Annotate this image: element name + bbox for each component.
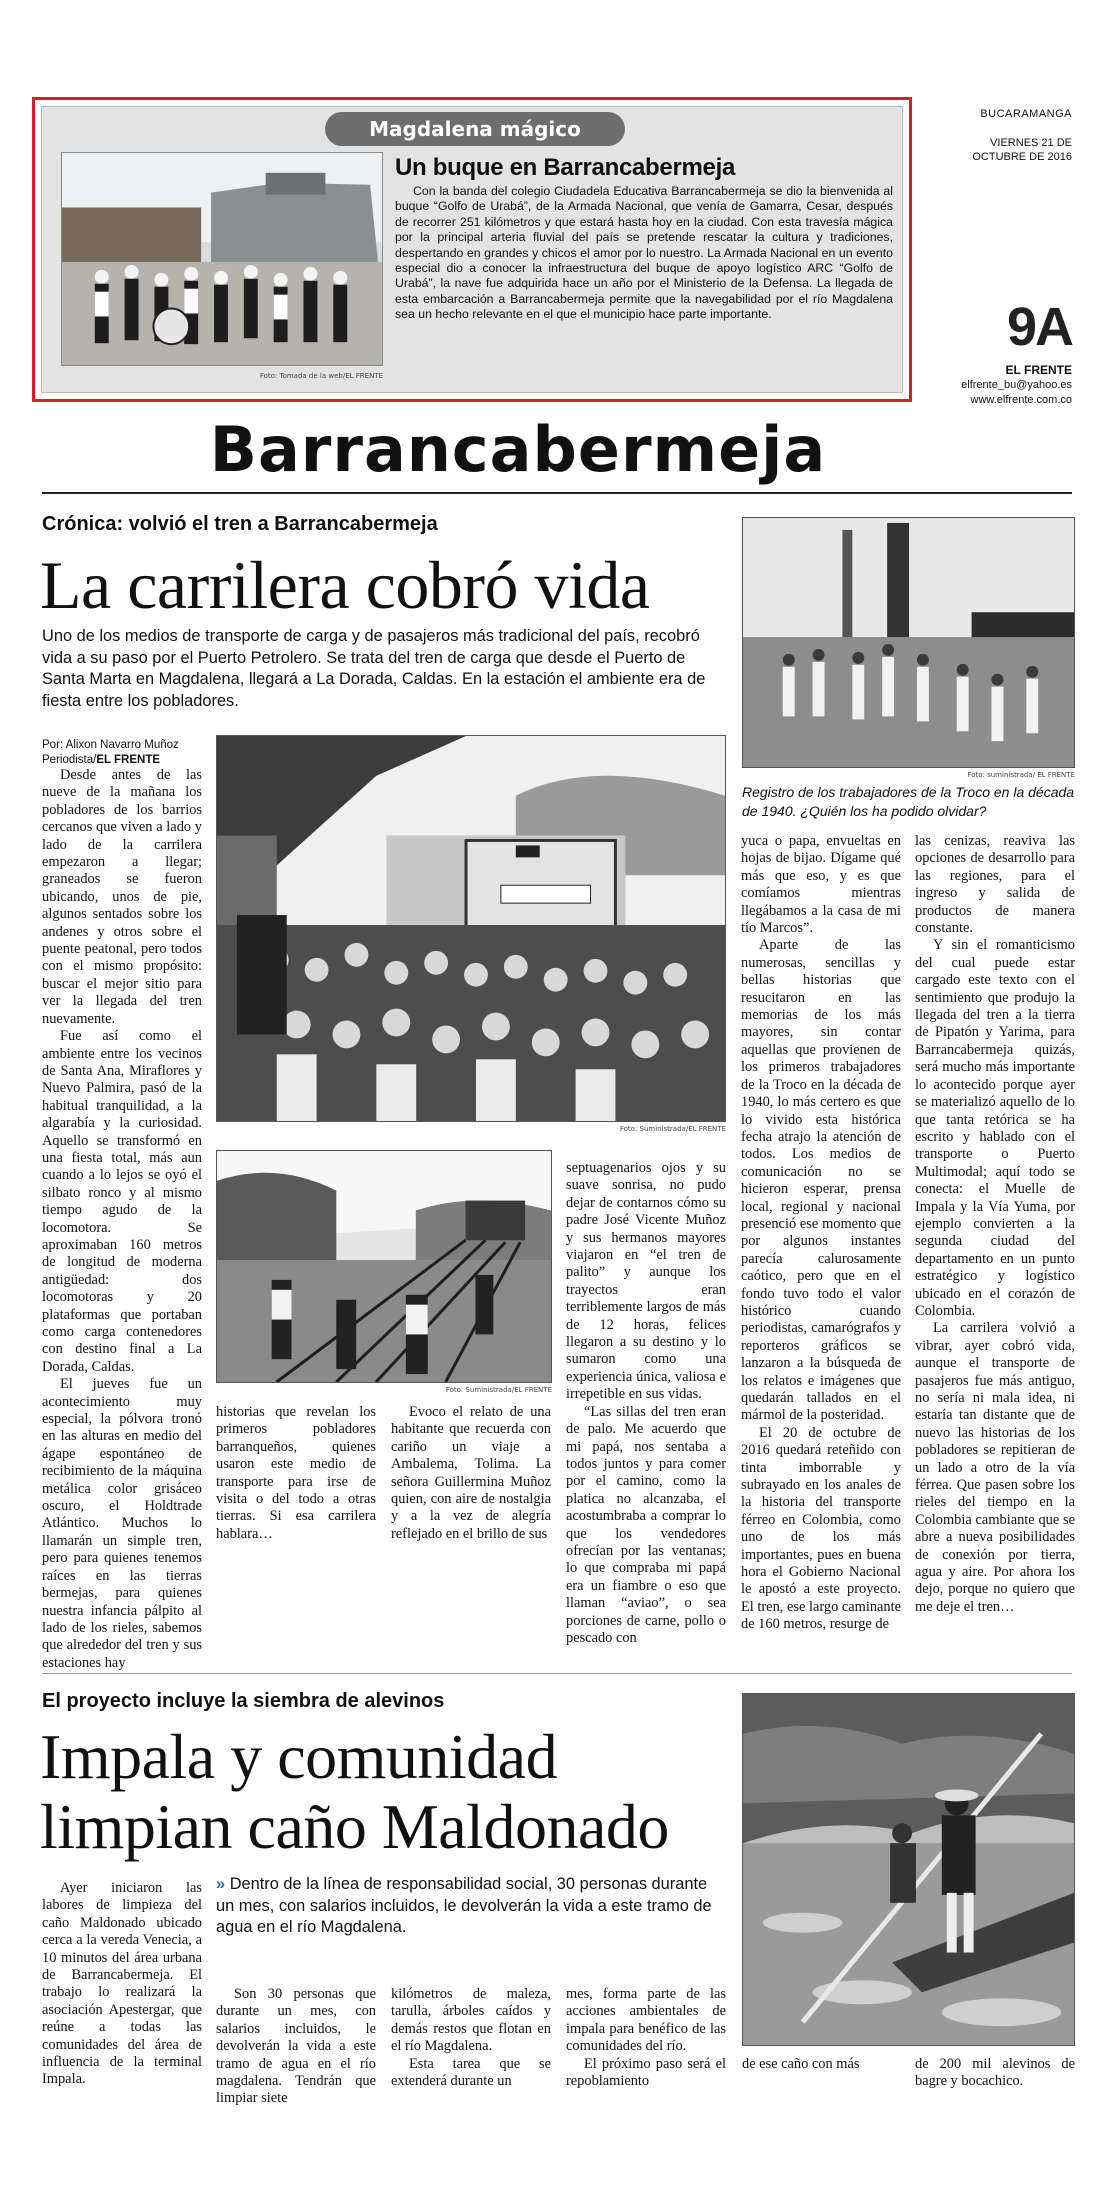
story2-column-6 — [915, 2056, 1075, 2091]
story1-paragraph: las cenizas, reaviva las opciones de desarrollo para las regiones, para el ingreso y salida de productos de manera constante. — [915, 833, 1075, 937]
story1-paragraph: Desde antes de las nueve de la mañana los pobladores de los barrios cercanos que viven a lado y lado de la carrilera empezaron a llegar; graneados se fueron ubicando, unos de pie, algunos sentados sobre los andenes y otros sobre el puente peatonal, pero todos con el mismo propósito: buscar el mejor sitio para ver la llegada del tren nuevamente. — [42, 767, 202, 1027]
story1-headline: La carrilera cobró vida — [40, 547, 650, 623]
historic-workers-photo — [742, 517, 1075, 768]
featured-badge: Magdalena mágico — [325, 112, 625, 146]
story2-paragraph: de ese caño con más — [742, 2056, 860, 2072]
story1-paragraph: El jueves fue un acontecimiento muy especial, la pólvora tronó en las alturas en medio del ágape espontáneo de recibimiento de la máquina metálica color grisáceo oscuro, el Holdtrade Atlántico. Muchos lo llamarán un simple tren, pero para quienes tenemos raíces en las tierras bermejas, para quienes nuestra infancia pálpito al lado de los rieles, sabemos que alrededor del tren y sus estaciones hay — [42, 1376, 202, 1671]
story1-paragraph: yuca o papa, envueltas en hojas de bijao. Dígame qué más que eso, y es que comíamos mientras llegábamos a la casa de mi tío Marcos”. — [741, 833, 901, 937]
story2-column-1 — [42, 1880, 202, 2089]
email-label: elfrente_bu@yahoo.es — [961, 379, 1072, 391]
story2-headline-line-1: Impala y comunidad — [40, 1721, 558, 1792]
page-number — [940, 297, 1072, 357]
paper-name: EL FRENTE — [1005, 363, 1072, 377]
story2-paragraph: Son 30 personas que durante un mes, con salarios incluidos, le devolverán la vida a este tramo de agua en el río magdalena. Tendrán que limpiar siete — [216, 1986, 376, 2107]
story2-column-3 — [391, 1986, 551, 2090]
story1-paragraph: La carrilera volvió a vibrar, ayer cobró vida, aunque el transporte de pasajeros fue más antiguo, no sería ni mala idea, ni estaría tan distante que de nuevo las historias de los pobladores se repitieran de un lado a otro de la vía férrea. Que pasen sobre los rieles del tiempo en la Colombia cambiante que se abre a nueva posibilidades de conexión por tierra, agua y aire. Por ahora los dejo, porque no quiero que me deje el tren… — [915, 1320, 1075, 1615]
story1-paragraph: Evoco el relato de una habitante que recuerda con cariño un viaje a Ambalema, Tolima. La señora Guillermina Muñoz quien, con aire de nostalgia y a la vez de alegría reflejado en el brillo de sus — [391, 1404, 551, 1542]
canal-cleaning-photo — [742, 1693, 1075, 2046]
tracks-photo-credit: Foto: Suministrada/EL FRENTE — [445, 1386, 552, 1394]
story2-paragraph: de 200 mil alevinos de bagre y bocachico. — [915, 2056, 1075, 2090]
date-label: VIERNES 21 DE OCTUBRE DE 2016 — [972, 137, 1072, 163]
story2-lead-text: Dentro de la línea de responsabilidad social, 30 personas durante un mes, con salarios incluidos, le devolverán la vida a este tramo de agua en el río Magdalena. — [216, 1875, 712, 1936]
story2-column-5 — [742, 2056, 902, 2073]
story2-headline-line-2: limpian caño Maldonado — [40, 1791, 669, 1862]
section-title: Barrancabermeja — [209, 413, 827, 486]
story2-lead — [216, 1874, 726, 1939]
story2-paragraph: mes, forma parte de las acciones ambientales de impala para benéfico de las comunidades del río. — [566, 1986, 726, 2055]
ship-band-photo — [61, 152, 383, 366]
historic-photo-credit: Foto: suministrada/ EL FRENTE — [967, 771, 1075, 779]
page-number-text: 9A — [1006, 297, 1072, 357]
featured-box — [32, 97, 912, 402]
story2-column-2 — [216, 1986, 376, 2108]
chevron-right-icon: » — [216, 1875, 226, 1893]
story2-column-4 — [566, 1986, 726, 2090]
story1-column-1 — [42, 767, 202, 1672]
byline-author: Por: Alixon Navarro Muñoz — [42, 739, 179, 751]
byline-role: Periodista/EL FRENTE — [42, 753, 161, 766]
story2-headline — [40, 1722, 740, 1862]
story1-paragraph: Y sin el romanticismo del cual puede estar cargado este texto con el sentimiento que produjo la llegada del tren a la tierra de Pipatón y Yarima, para Barrancabermeja quizás, será mucho más importante lo acontecido porque ayer se materializó aquello de lo que tanta retórica se ha escrito y hablado con el transporte o Puerto Multimodal; aquí todo se conecta: el Muelle de Impala y la Vía Yuma, por ejemplo convierten a la segunda ciudad del departamento en un punto estratégico y logístico ubicado en el corazón de Colombia. — [915, 937, 1075, 1319]
story1-paragraph: Fue así como el ambiente entre los vecinos de Santa Ana, Miraflores y Nuevo Palmira, pasó de la habitual tranquilidad, a la algarabía y la curiosidad. Aquello se transformó en una fiesta total, más aun cuando a lo lejos se oyó el silbato ronco y al mismo tiempo agudo de la locomotora. Se aproximaban 160 metros de longitud de moderna antigüedad: dos locomotoras y 20 plataformas que portaban como carga contenedores con destino final a La Dorada, Caldas. — [42, 1028, 202, 1375]
crowd-photo-credit: Foto: Suministrada/EL FRENTE — [619, 1125, 726, 1133]
ship-photo-credit: Foto: Tomada de la web/EL FRENTE — [259, 372, 383, 380]
story2-paragraph: Esta tarea que se extenderá durante un — [391, 2055, 551, 2090]
byline — [42, 738, 212, 767]
story2-paragraph: kilómetros de maleza, tarulla, árboles caídos y demás restos que flotan en el río Magdalena. — [391, 1986, 551, 2055]
city-label: BUCARAMANGA — [980, 108, 1072, 120]
story1-column-6 — [915, 833, 1075, 1616]
story1-column-5 — [741, 833, 901, 1634]
story1-paragraph: Aparte de las numerosas, sencillas y bellas historias que resucitaron en las memorias de los más mayores, sin contar aquellas que provienen de los primeros trabajadores de la Troco en la década de 1940, lo más certero es que lo vivido esta histórica fecha atrajo la atención de todos. Los medios de comunicación no se hicieron esperar, prensa local, regional y nacional presenció ese momento que por algunos instantes parecía calurosamente caótico, pero que en el fondo tuvo todo el valor histórico cuando periodistas, camarógrafos y reporteros gráficos se lanzaron a la búsqueda de los relatos e imágenes que quedarán tallados en el mármol de la posteridad. — [741, 937, 901, 1424]
featured-body: Con la banda del colegio Ciudadela Educativa Barrancabermeja se dio la bienvenida al buque “Golfo de Urabá”, de la Armada Nacional, que venía de Gamarra, Cesar, después de recorrer 251 kilómetros y que estará hasta hoy en la ciudad. Con esta travesía mágica por la principal arteria fluvial del país se pretende rescatar la cultura y tradiciones, despertando en grandes y chicos el amor por lo nuestro. La Armada Nacional en un evento especial dio a conocer la infraestructura del buque de apoyo logístico ARC “Golfo de Urabá”, la nave fue adquirida hace un año por el Ministerio de la Defensa. La llegada de esta embarcación a Barrancabermeja permite que la navegabilidad por el río Magdalena sea un hecho relevante en el que el municipio hace parte importante. — [395, 184, 893, 322]
story-divider — [42, 1673, 1072, 1674]
story1-paragraph: “Las sillas del tren eran de palo. Me acuerdo que mi papá, nos sentaba a todos juntos y para comer por el camino, como la platica no alcanzaba, el acostumbraba a comprar lo que los vendedores ofrecían por las ventanas; lo que compraba mi papá era un fiambre o eso que llaman “aviao”, o sea porciones de carne, pollo o pescado con — [566, 1403, 726, 1646]
historic-photo-caption: Registro de los trabajadores de la Troco en la década de 1940. ¿Quién los ha podido olvidar? — [742, 784, 1075, 819]
section-rule — [42, 492, 1072, 494]
featured-headline: Un buque en Barrancabermeja — [395, 154, 736, 181]
byline-paper: EL FRENTE — [96, 753, 161, 766]
story1-column-3 — [391, 1404, 551, 1543]
story1-kicker: Crónica: volvió el tren a Barrancabermeja — [42, 513, 438, 535]
web-link[interactable]: www.elfrente.com.co — [970, 394, 1072, 406]
story1-paragraph: El 20 de octubre de 2016 quedará reteñido con tinta imborrable y subrayado en los anales de la historia del transporte férreo en Colombia, como uno de los más importantes, pues en buena hora el Gobierno Nacional le apostó a este proyecto. El tren, ese largo caminante de 160 metros, resurge de — [741, 1424, 901, 1633]
story2-paragraph: El próximo paso será el repoblamiento — [566, 2055, 726, 2090]
story1-paragraph: septuagenarios ojos y su suave sonrisa, no pudo dejar de contarnos cómo su padre José Vicente Muñoz y sus hermanos mayores viajaron en “el tren de palito” y aunque los trayectos eran terriblemente largos de más de 12 horas, felices llegaron a su destino y lo sumaron como una experiencia única, valiosa e irrepetible en sus vidas. — [566, 1160, 726, 1403]
story2-paragraph: Ayer iniciaron las labores de limpieza del caño Maldonado ubicado cerca a la vereda Venecia, a 10 minutos del área urbana de Barrancabermeja. El trabajo lo realizará la asociación Apestergar, que reúne a todas las comunidades del área de influencia de la terminal Impala. — [42, 1880, 202, 2088]
story1-column-4 — [566, 1160, 726, 1647]
story1-column-2 — [216, 1404, 376, 1543]
tracks-train-photo — [216, 1150, 552, 1383]
story2-kicker: El proyecto incluye la siembra de alevinos — [42, 1690, 445, 1712]
crowd-train-photo — [216, 735, 726, 1122]
story1-paragraph: historias que revelan los primeros pobladores barranqueños, quienes usaron este medio de transporte para irse de visita o del todo a otras tierras. Si esa carrilera hablara… — [216, 1404, 376, 1542]
story1-lead: Uno de los medios de transporte de carga y de pasajeros más tradicional del país, recobró vida a su paso por el Puerto Petrolero. Se trata del tren de carga que desde el Puerto de Santa Marta en Magdalena, llegará a La Dorada, Caldas. En la estación el ambiente era de fiesta entre los pobladores. — [42, 627, 706, 710]
